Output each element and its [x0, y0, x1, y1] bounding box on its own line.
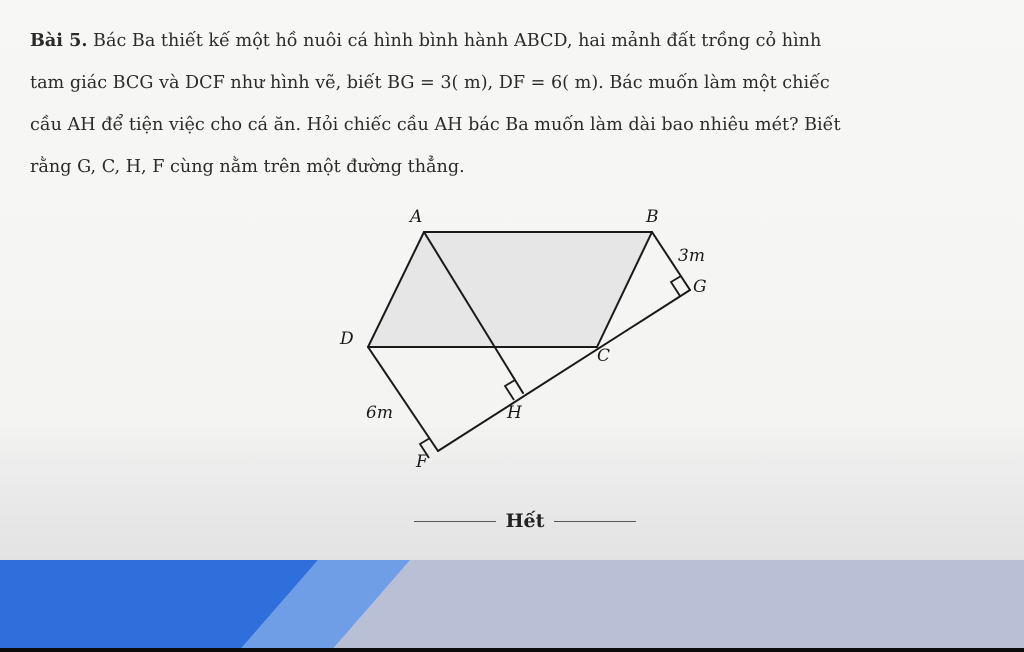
end-mark	[410, 506, 640, 536]
right-angle-marker-h	[505, 380, 515, 400]
problem-line-2: tam giác BCG và DCF như hình vẽ, biết BG = 3( m), DF = 6( m). Bác muốn làm một chiếc	[30, 73, 830, 93]
length-bg: 3m	[678, 246, 705, 266]
segment-df	[368, 347, 438, 451]
end-rule-left	[414, 521, 496, 522]
problem-line-4: rằng G, C, H, F cùng nằm trên một đường thẳng.	[30, 157, 465, 177]
label-b: B	[646, 207, 659, 227]
footer-banner	[0, 560, 1024, 652]
label-a: A	[410, 207, 423, 227]
label-f: F	[416, 452, 428, 472]
problem-line-1-text: Bác Ba thiết kế một hồ nuôi cá hình bình hành ABCD, hai mảnh đất trồng cỏ hình	[93, 31, 822, 51]
problem-label: Bài 5.	[30, 30, 88, 51]
label-h: H	[507, 403, 522, 423]
label-g: G	[693, 277, 707, 297]
parallelogram-abcd	[368, 232, 652, 347]
footer-graphic	[0, 560, 1024, 652]
end-text: Hết	[505, 510, 545, 532]
right-angle-marker-g	[671, 276, 681, 296]
label-c: C	[597, 346, 611, 366]
label-d: D	[340, 329, 354, 349]
end-rule-right	[554, 521, 636, 522]
problem-line-3: cầu AH để tiện việc cho cá ăn. Hỏi chiếc cầu AH bác Ba muốn làm dài bao nhiêu mét? Biết	[30, 115, 841, 135]
footer-dark-bar	[0, 648, 1024, 652]
length-df: 6m	[366, 403, 393, 423]
